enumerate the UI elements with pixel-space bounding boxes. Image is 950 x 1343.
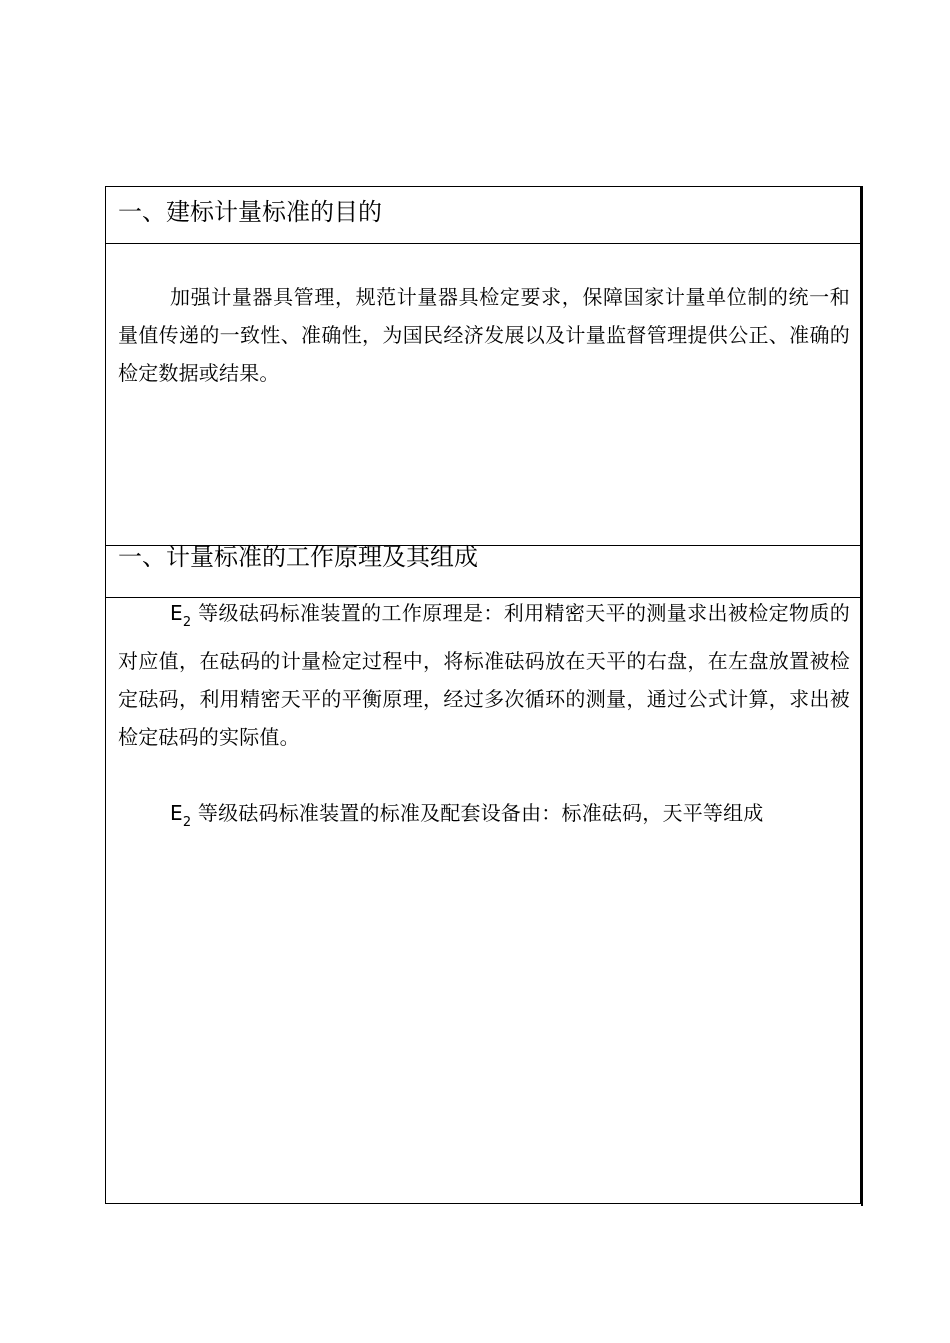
section2-paragraph-1 [106,594,860,756]
section2-body-row [106,598,860,1203]
document-table [105,186,861,1204]
section1-heading: 一、建标计量标准的目的 [118,198,382,226]
class-symbol: E [170,601,183,625]
class-subscript: 2 [182,615,192,630]
section2-heading: 一、计量标准的工作原理及其组成 [118,543,478,571]
class-subscript: 2 [182,815,192,830]
section2-paragraph-1-text: 等级砝码标准装置的工作原理是：利用精密天平的测量求出被检定物质的对应值，在砝码的计量检定过程中，将标准砝码放在天平的右盘，在左盘放置被检定砝码，利用精密天平的平衡原理，经过多次循环的测量，通过公式计算，求出被检定砝码的实际值。 [118,601,851,749]
class-symbol: E [170,801,183,825]
section1-heading-row [106,187,860,244]
table-right-edge-line [861,186,863,1206]
section2-paragraph-2 [106,794,860,842]
section2-paragraph-2-text: 等级砝码标准装置的标准及配套设备由：标准砝码，天平等组成 [197,801,764,825]
section1-paragraph: 加强计量器具管理，规范计量器具检定要求，保障国家计量单位制的统一和量值传递的一致性、准确性，为国民经济发展以及计量监督管理提供公正、准确的检定数据或结果。 [118,285,850,385]
section2-heading-row [106,543,860,598]
section1-body-row [106,244,860,546]
